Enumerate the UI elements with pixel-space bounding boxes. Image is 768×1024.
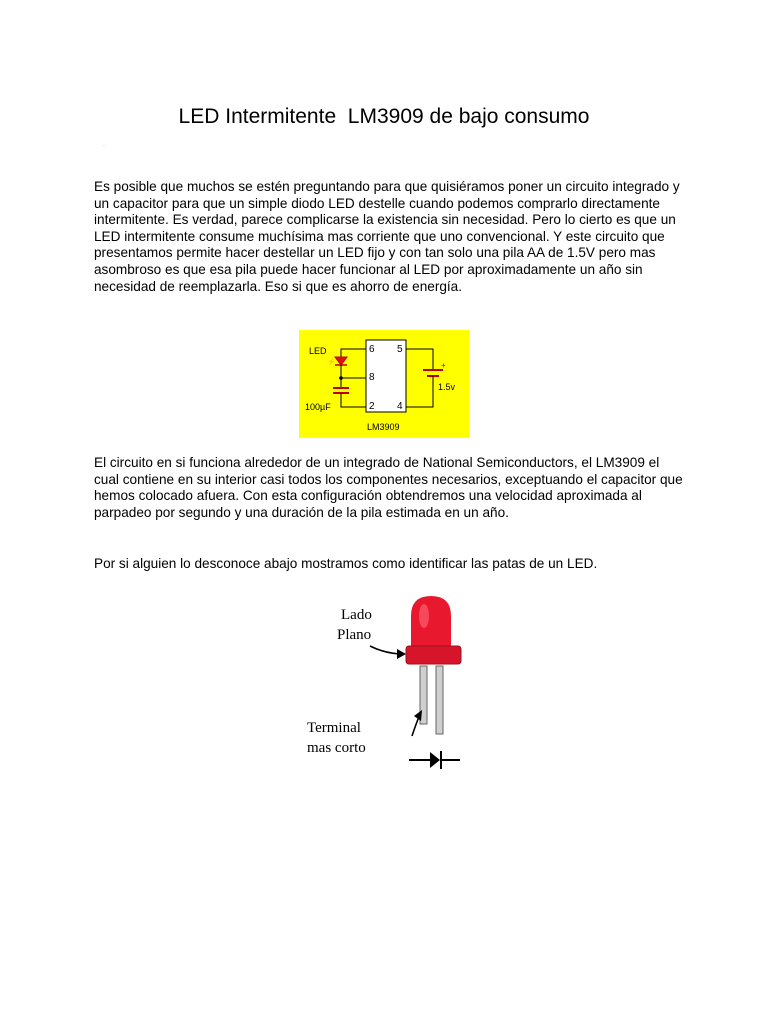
led-pin-figure	[300, 588, 470, 773]
pin-5-label: 5	[397, 344, 403, 355]
flat-side-arrowhead	[397, 649, 406, 659]
led-highlight	[419, 604, 429, 628]
lm3909-schematic	[299, 330, 469, 438]
paragraph-intro: Es posible que muchos se estén preguntando para que quisiéramos poner un circuito integrado y un capacitor para que un simple diodo LED destelle cuando podemos comprarlo directamente intermitente. Es verdad, parece complicarse la existencia sin necesidad. Pero lo cierto es que un LED intermitente consume muchísima mas corriente que uno convencional. Y este circuito que presentamos permite hacer destellar un LED fijo y con tan solo una pila AA de 1.5V pero mas asombroso es que esa pila puede hacer funcionar al LED por aproximadamente un año sin necesidad de reemplazarla. Eso si que es ahorro de energía.	[94, 179, 680, 294]
pin-6-label: 6	[369, 344, 375, 355]
led-rays-icon: ⚡	[327, 359, 336, 366]
flat-side-label-line1: Lado	[341, 607, 372, 623]
led-flange	[406, 646, 461, 664]
paragraph-circuit: El circuito en si funciona alrededor de un integrado de National Semiconductors, el LM3909 el cual contiene en su interior casi todos los componentes necesarios, exceptuando el capacitor que hemos colocado afuera. Con esta configuración obtendremos una velocidad aproximada al parpadeo por segundo y una duración de la pila estimada en un año.	[94, 455, 683, 520]
battery-plus: +	[441, 361, 446, 370]
diode-triangle-icon	[430, 752, 440, 768]
paragraph-led-pins: Por si alguien lo desconoce abajo mostramos como identificar las patas de un LED.	[94, 556, 598, 571]
flat-side-label-line2: Plano	[337, 627, 372, 643]
pin-2-label: 2	[369, 401, 375, 412]
pin-8-label: 8	[369, 372, 375, 383]
terminal-label-line2: mas corto	[307, 740, 366, 756]
stray-mark: ·	[103, 143, 105, 149]
pin-4-label: 4	[397, 401, 403, 412]
cap-label: 100µF	[305, 402, 331, 412]
page-title: LED Intermitente LM3909 de bajo consumo	[178, 105, 590, 128]
led-body	[411, 596, 451, 648]
led-leg-long	[436, 666, 443, 734]
battery-label: 1.5v	[438, 382, 456, 392]
chip-label: LM3909	[367, 422, 400, 432]
led-label: LED	[309, 346, 327, 356]
terminal-label-line1: Terminal	[307, 720, 361, 736]
